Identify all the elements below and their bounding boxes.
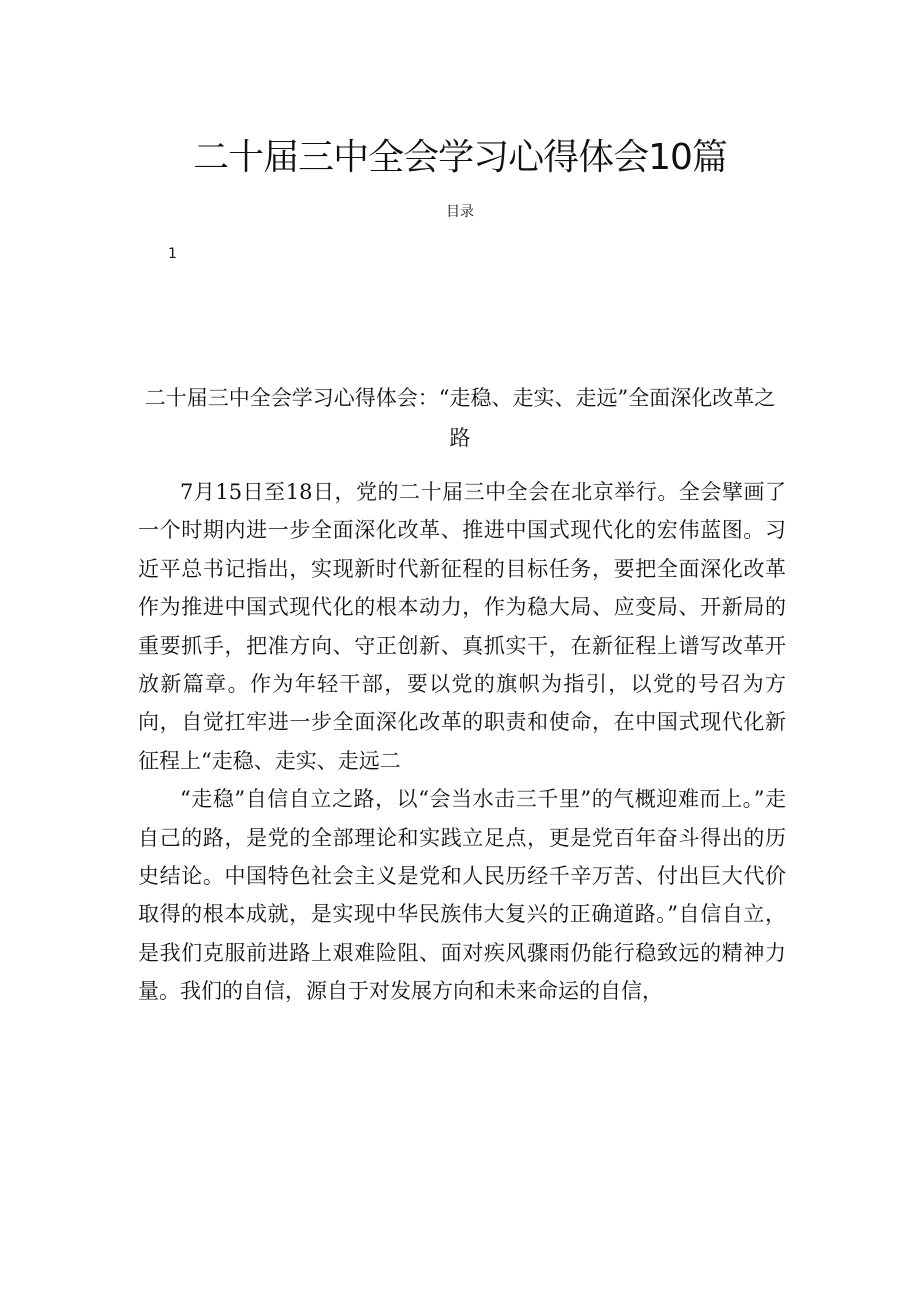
article-body [138, 473, 786, 1011]
paragraph-1: 7月15日至18日，党的二十届三中全会在北京举行。全会擘画了一个时期内进一步全面深化改革、推进中国式现代化的宏伟蓝图。习近平总书记指出，实现新时代新征程的目标任务，要把全面深化改革作为推进中国式现代化的根本动力，作为稳大局、应变局、开新局的重要抓手，把准方向、守正创新、真抓实干，在新征程上谱写改革开放新篇章。作为年轻干部，要以党的旗帜为指引，以党的号召为方向，自觉扛牢进一步全面深化改革的职责和使命，在中国式现代化新征程上“走稳、走实、走远二 [138, 480, 786, 773]
paragraph-2: “走稳”自信自立之路，以“会当水击三千里”的气概迎难而上。”走自己的路，是党的全部理论和实践立足点，更是党百年奋斗得出的历史结论。中国特色社会主义是党和人民历经千辛万苦、付出巨大代价取得的根本成就，是实现中华民族伟大复兴的正确道路。”自信自立，是我们克服前进路上艰难险阻、面对疾风骤雨仍能行稳致远的精神力量。我们的自信，源自于对发展方向和未来命运的自信， [138, 787, 786, 1004]
document-title: 二十届三中全会学习心得体会10篇 [193, 137, 727, 178]
toc-label: 目录 [446, 204, 474, 220]
toc-item: 1 [168, 246, 177, 262]
article-title: 二十届三中全会学习心得体会：“走稳、走实、走远”全面深化改革之路 [144, 386, 776, 450]
